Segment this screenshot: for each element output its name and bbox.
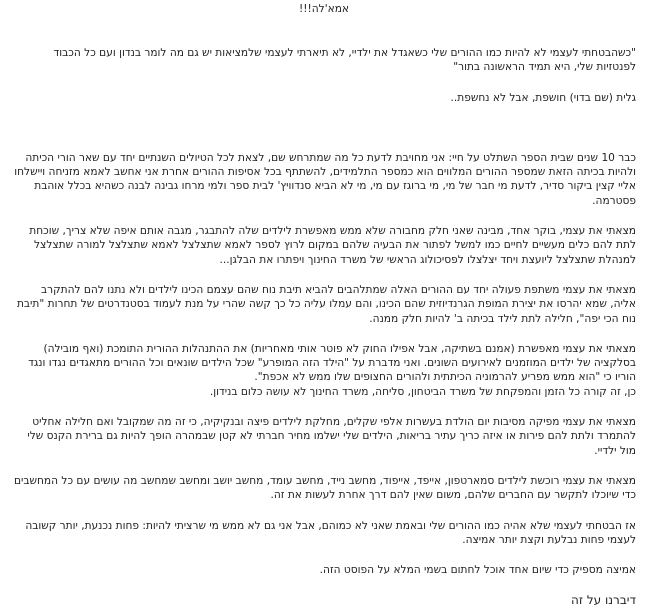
body-paragraph: מצאתי את עצמי משתפת פעולה יחד עם ההורים האלה שמתלהבים להביא תיבת נוח שהם עצמם הכינו לילדים ולא נתנו להם להתקרב אליה, שמא יהרסו את יצירת המופת הגרנדיוזית שהם הכינו, והם עמלו עליה כל כך קשה שהרי על מנת לעמוד בסטנדרטים של תחרות "תיבת נוח הכי יפה", חלילה לתת לילד בכיתה ב' להיות חלק ממנה. <box>16 283 636 325</box>
body-paragraph: כבר 10 שנים שבית הספר השתלט על חיי: אני מחויבת לדעת כל מה שמתרחש שם, לצאת לכל הטיולים השנתיים יחד עם שאר הורי הכיתה ולהיות בכיתה הזאת שמספר ההורים המלווים הוא כמספר התלמידים, להשתתף בכל אסיפות ההורים אחרת אני אחשב לאמא מזניחה ויישלחו אליי קצין ביקור סדיר, לדעת מי חבר של מי, מי ברוגז עם מי, מי לא הביא סנדוויץ' לבית ספר ולמי מרחו גבינה לבנה כשהיא בכלל אוהבת פסטרמה. <box>14 151 636 207</box>
quote-paragraph: "כשהבטחתי לעצמי לא להיות כמו ההורים שלי כשאגדל את ילדיי, לא תיארתי לעצמי שלמציאות יש גם מה לומר בנדון ועם כל הכבוד לפנטזיות שלי, היא תמיד הראשונה בתור" <box>53 47 636 74</box>
body-paragraph: מצאתי את עצמי רוכשת לילדים סמארטפון, אייפד, אייפוד, מחשב נייד, מחשב עומד, מחשב יושב ומחשב שמחשב מה עושים עם כל המחשבים כדי שיוכלו לתקשר עם החברים שלהם, משום שאין להם דרך אחרת לעשות את זה. <box>13 474 636 502</box>
body-paragraph: מצאתי את עצמי מפיקה מסיבות יום הולדת בעשרות אלפי שקלים, מחלקת לילדים פיצה ובנקיקיה, כי זה מה שמקובל ואם חלילה אחליט להתמרד ולתת להם פירות או איזה כריך עתיר בריאות, הילדים שלי ישלמו מחיר חברתי לא קטן שבמהרה הופך להיות גם ברירת הקנס שלי מול ילדיי. <box>27 416 636 457</box>
post-title: אמא'לה!!! <box>299 3 349 15</box>
body-paragraph: מצאתי את עצמי מאפשרת (אמנם בשתיקה, אבל אפילו החוק לא פוטר אותי מאחריות) את ההתנהלות ההורית התומכת (ואף מובילה) בסלקציה של ילדים המוזמנים לאירועים השונים. ואני מדברת על "הילד הזה המופרע" שכל הילדים שונאים וכל ההורים מתאגדים נגדו ונגד הוריו כי "הוא ממש מפריע להרמוניה הכיתתית ולהורים החצופים שלו ממש לא אכפת". <box>28 342 636 384</box>
body-paragraph: אז הבטחתי לעצמי שלא אהיה כמו ההורים שלי ובאמת שאני לא כמוהם, אבל אני גם לא ממש מי שרציתי להיות: פחות נכנעת, יותר קשובה לעצמי פחות נבלעת וקצת יותר אמיצה. <box>25 519 636 546</box>
body-paragraph: כן, זה קורה כל הזמן והמפקחת של משרד הביטחון, סליחה, משרד החינוך לא עושה כלום בנידון. <box>209 385 636 398</box>
post-signature: דיברנו על זה <box>571 593 636 608</box>
body-paragraph: אמיצה מספיק כדי שיום אחד אוכל לחתום בשמי המלא על הפוסט הזה. <box>319 564 636 577</box>
post-body <box>12 46 636 577</box>
body-paragraph: מצאתי את עצמי, בוקר אחד, מבינה שאני חלק מחבורה שלא ממש מאפשרת לילדים שלה להתבגר, מגבה אותם איפה שלא צריך, שוכחת לתת להם כלים מעשיים לחיים כמו למשל לפתור את הבעיה שלהם במקום לרוץ לספר לאמא שתצלצל לאמא שתצלצל למורה שתצלצל למנהלת שתצלצל ליועצת ויחד יצלצלו לפסיכולוג הראשי של משרד החינוך ויפתרו את הבלגן... <box>29 225 636 266</box>
blog-post <box>12 0 636 608</box>
author-line: גלית (שם בדוי) חושפת, אבל לא נחשפת.. <box>450 91 636 104</box>
